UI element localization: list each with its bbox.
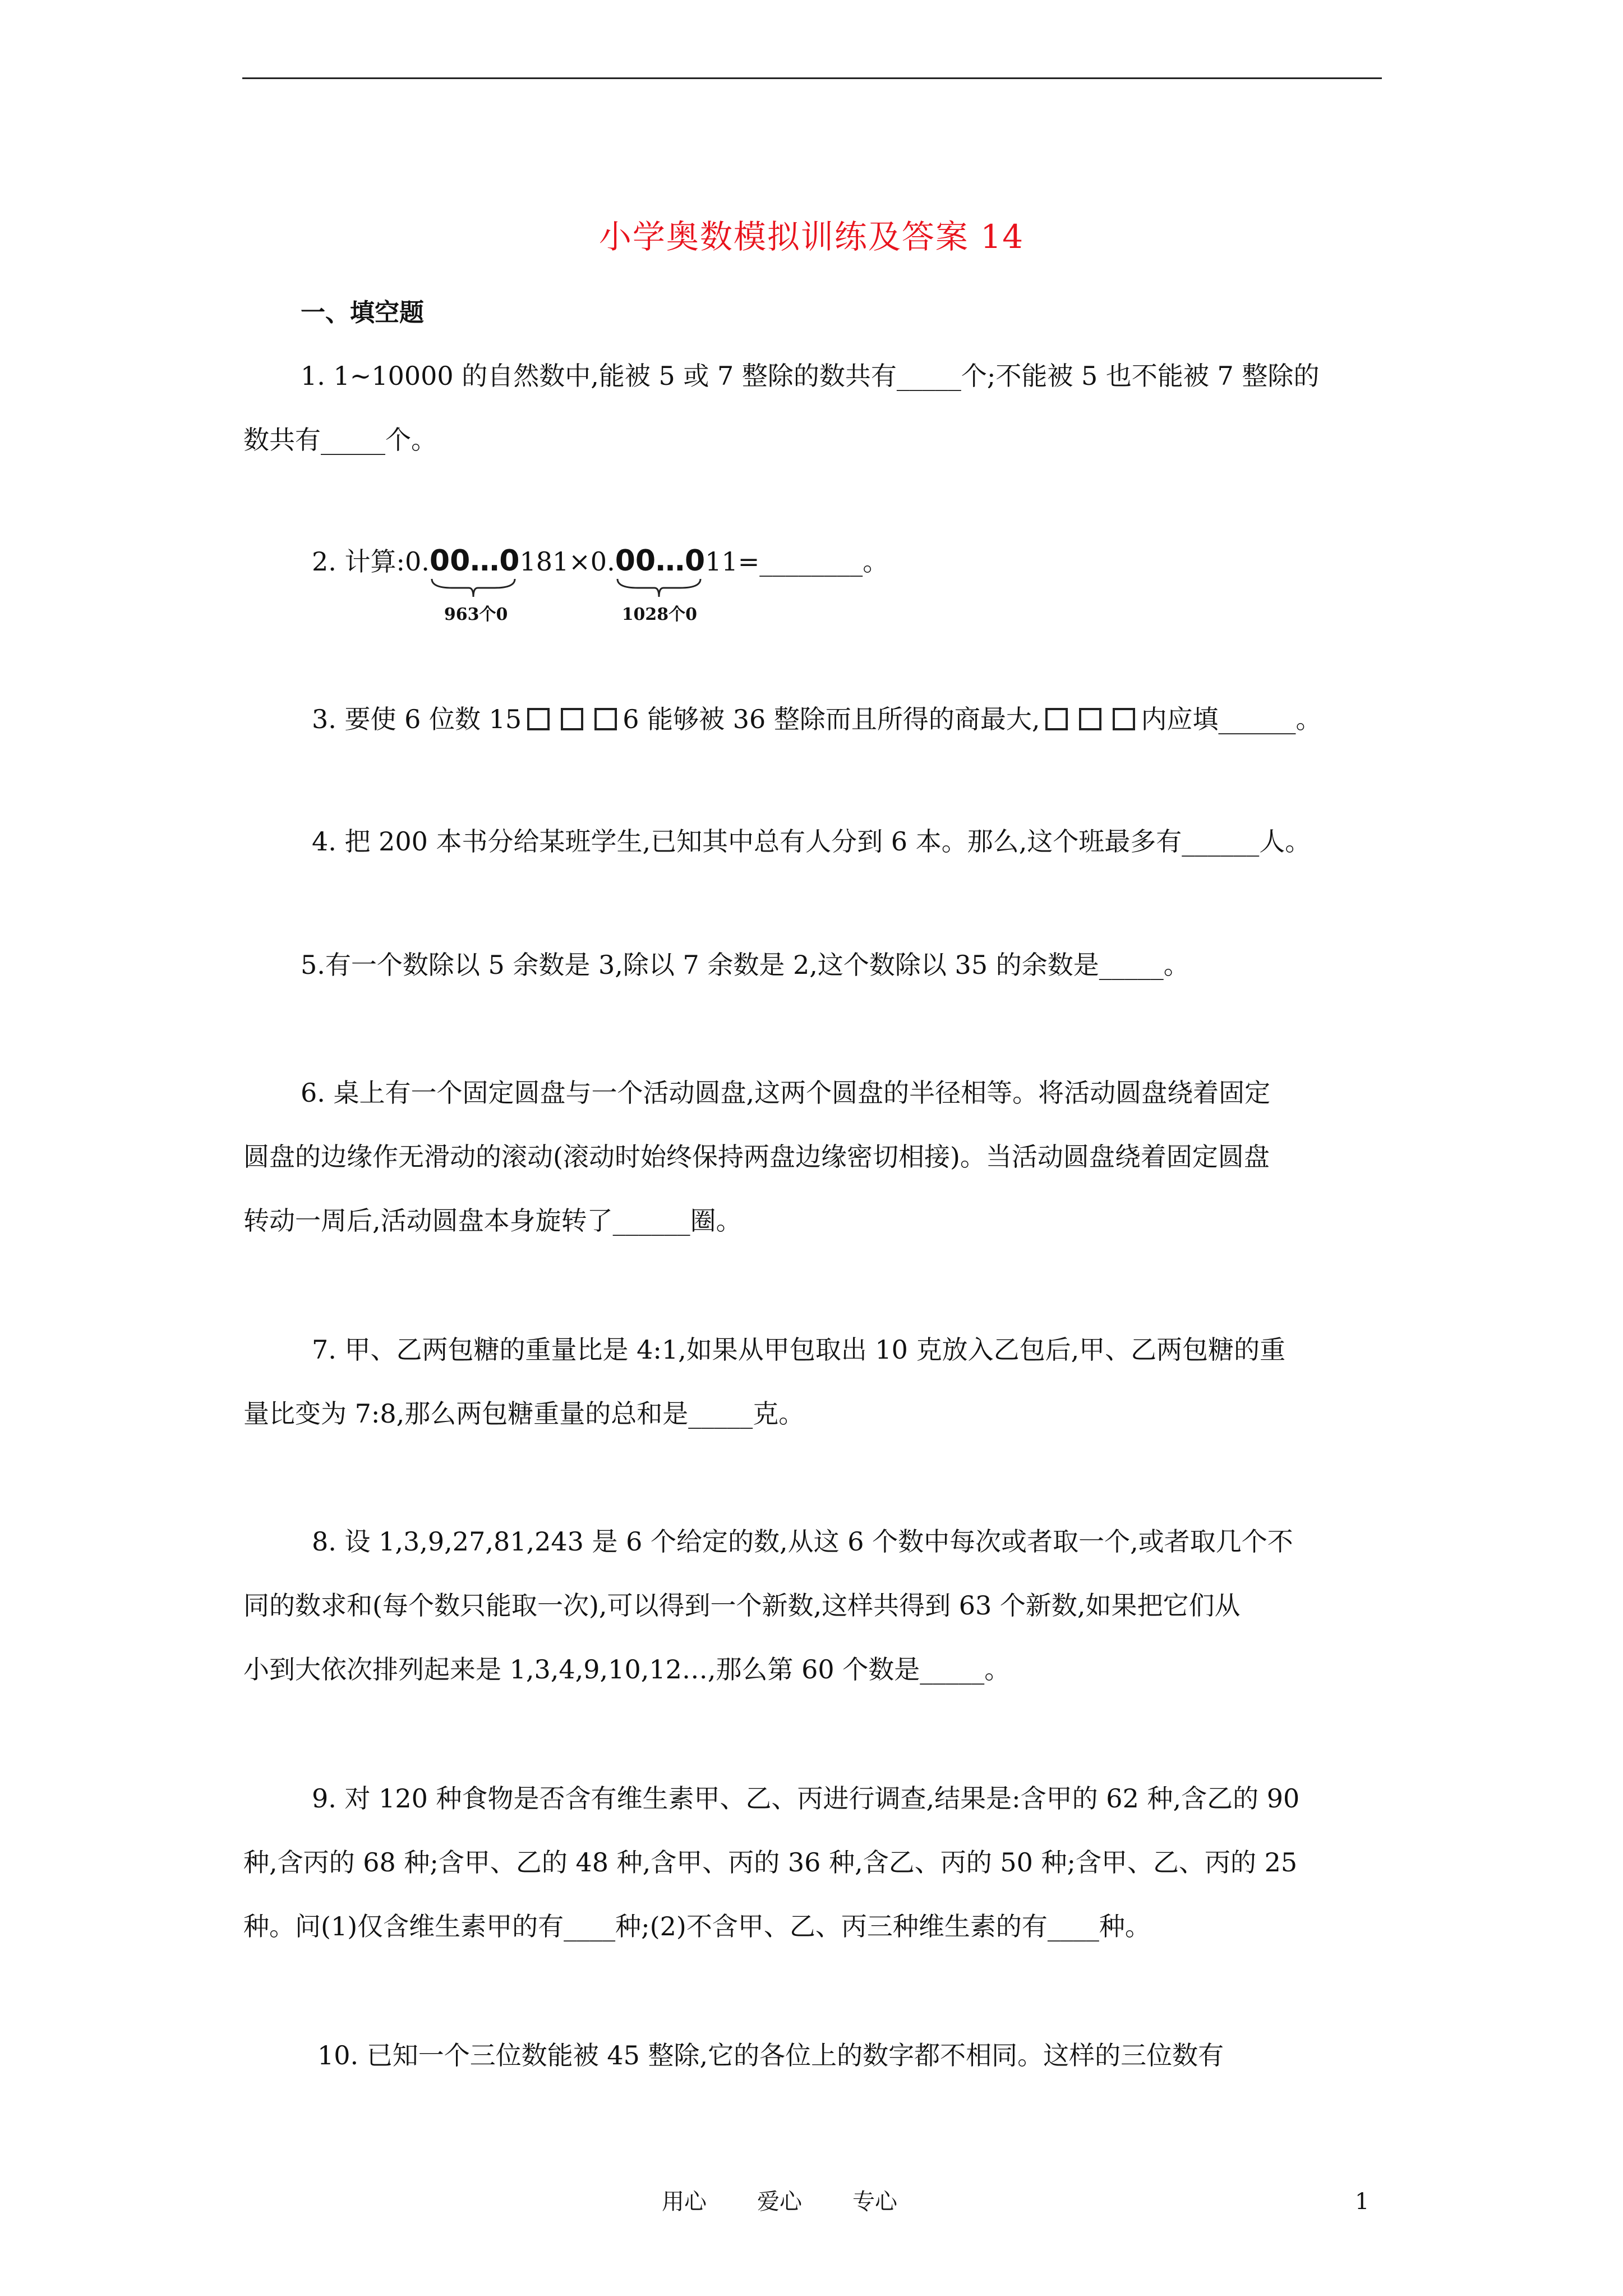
digit-box-1 <box>527 708 550 730</box>
question-8-line-2: 同的数求和(每个数只能取一次),可以得到一个新数,这样共得到 63 个新数,如果把它们从 <box>243 1590 1241 1621</box>
question-1-line-1: 1. 1~10000 的自然数中,能被 5 或 7 整除的数共有_____个;不能被 5 也不能被 7 整除的 <box>301 361 1320 391</box>
question-3 <box>312 702 1321 736</box>
question-7-line-2: 量比变为 7:8,那么两包糖重量的总和是_____克。 <box>243 1398 805 1429</box>
repeated-zeros-1-digits: 00…0 <box>429 544 520 578</box>
question-1-line-2: 数共有_____个。 <box>243 425 437 455</box>
page-title: 小学奥数模拟训练及答案 14 <box>598 218 1025 256</box>
digit-box-6 <box>1113 708 1135 730</box>
question-4: 4. 把 200 本书分给某班学生,已知其中总有人分到 6 本。那么,这个班最多有______人。 <box>312 826 1311 857</box>
question-9-line-2: 种,含丙的 68 种;含甲、乙的 48 种,含甲、丙的 36 种,含乙、丙的 50 种;含甲、乙、丙的 25 <box>243 1847 1298 1878</box>
underbrace-1-label: 963个0 <box>444 605 508 624</box>
question-3-suffix: 内应填______。 <box>1141 704 1322 734</box>
question-6-line-3: 转动一周后,活动圆盘本身旋转了______圈。 <box>243 1205 742 1236</box>
question-9-line-3: 种。问(1)仅含维生素甲的有____种;(2)不含甲、乙、丙三种维生素的有____种。 <box>243 1911 1151 1941</box>
digit-box-4 <box>1045 708 1068 730</box>
footer-item-1: 用心 <box>662 2189 707 2215</box>
question-9-line-1: 9. 对 120 种食物是否含有维生素甲、乙、丙进行调查,结果是:含甲的 62 种,含乙的 90 <box>312 1783 1300 1814</box>
underbrace-1-icon <box>430 577 517 599</box>
repeated-zeros-2-digits: 00…0 <box>615 544 706 578</box>
underbrace-2-label: 1028个0 <box>621 605 698 624</box>
question-6-line-1: 6. 桌上有一个固定圆盘与一个活动圆盘,这两个圆盘的半径相等。将活动圆盘绕着固定 <box>301 1078 1271 1108</box>
digit-box-5 <box>1079 708 1101 730</box>
footer-item-3: 专心 <box>852 2189 897 2215</box>
repeated-zeros-2 <box>615 544 706 624</box>
question-8-line-3: 小到大依次排列起来是 1,3,4,9,10,12…,那么第 60 个数是_____。 <box>243 1654 1011 1685</box>
page-number: 1 <box>1355 2189 1370 2215</box>
question-3-prefix: 3. 要使 6 位数 15 <box>312 704 522 734</box>
question-2 <box>312 544 889 624</box>
question-6-line-2: 圆盘的边缘作无滑动的滚动(滚动时始终保持两盘边缘密切相接)。当活动圆盘绕着固定圆盘 <box>243 1142 1270 1172</box>
question-2-prefix: 2. 计算:0. <box>312 546 430 577</box>
digit-box-3 <box>594 708 617 730</box>
question-7-line-1: 7. 甲、乙两包糖的重量比是 4:1,如果从甲包取出 10 克放入乙包后,甲、乙两包糖的重 <box>312 1335 1286 1365</box>
question-10: 10. 已知一个三位数能被 45 整除,它的各位上的数字都不相同。这样的三位数有 <box>317 2040 1224 2070</box>
underbrace-2-icon <box>615 577 703 599</box>
question-2-suffix: 11=________。 <box>705 546 889 577</box>
section-heading: 一、填空题 <box>301 298 424 327</box>
footer-motto <box>662 2188 948 2216</box>
question-5: 5.有一个数除以 5 余数是 3,除以 7 余数是 2,这个数除以 35 的余数是_____。 <box>301 950 1189 980</box>
digit-box-2 <box>561 708 583 730</box>
question-2-middle: 181×0. <box>519 546 615 577</box>
footer-item-2: 爱心 <box>757 2189 802 2215</box>
header-rule <box>242 77 1382 79</box>
question-3-middle: 6 能够被 36 整除而且所得的商最大, <box>623 704 1040 734</box>
repeated-zeros-1 <box>429 544 520 624</box>
question-8-line-1: 8. 设 1,3,9,27,81,243 是 6 个给定的数,从这 6 个数中每次或者取一个,或者取几个不 <box>312 1526 1293 1557</box>
